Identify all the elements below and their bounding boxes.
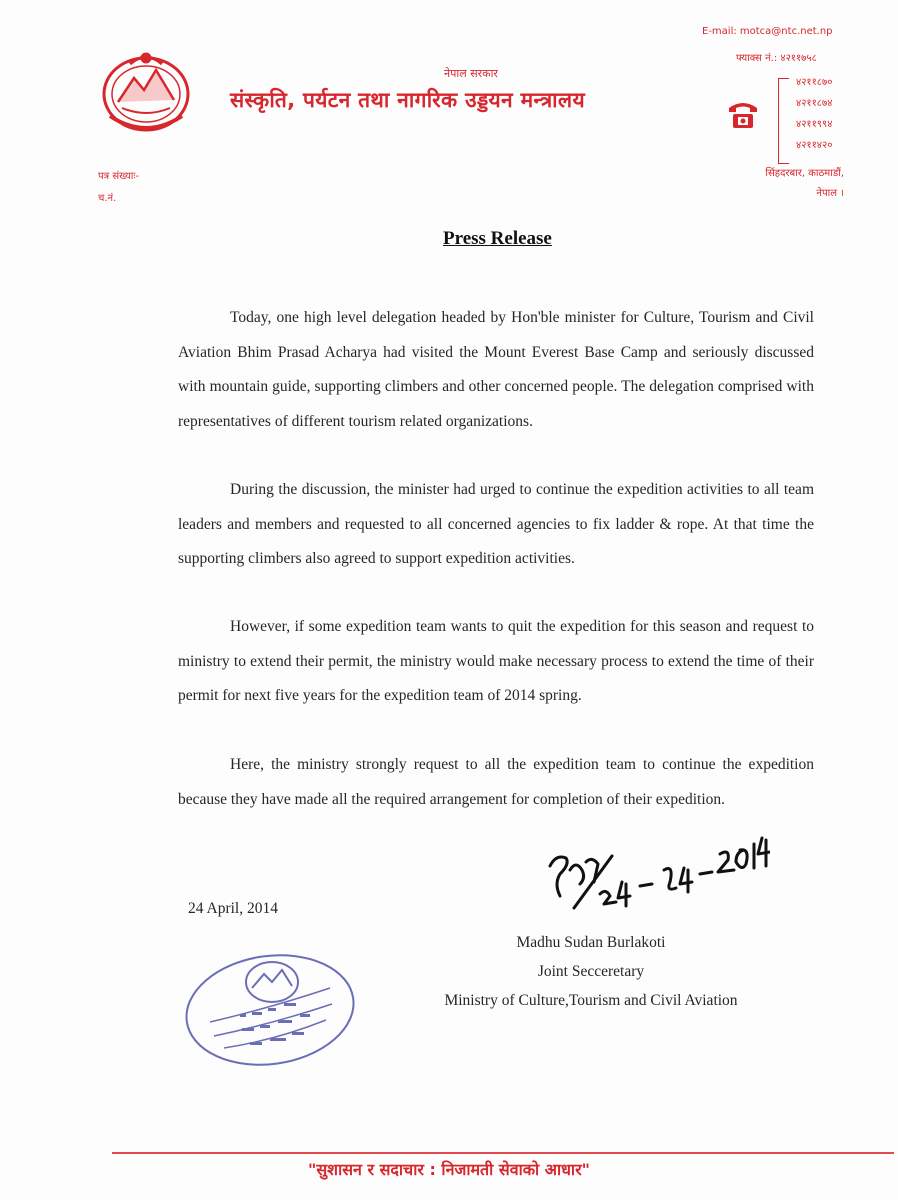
dispatch-number-label: च.नं. [98, 193, 117, 204]
email-address: E-mail: motca@ntc.net.np [702, 26, 833, 37]
body-paragraph: During the discussion, the minister had urged to continue the expedition activities to all team leaders and members and requested to all concerned agencies to fix ladder & rope. At that time the supporting climbers also agreed to support expedition activities. [178, 481, 814, 567]
phone-number: ४२११४२० [796, 140, 833, 151]
body-paragraph: However, if some expedition team wants to quit the expedition for this season and request to ministry to extend their permit, the ministry would make necessary process to extend the time of their permit for next five years for the expedition team of 2014 spring. [178, 618, 814, 704]
signatory-block [396, 928, 786, 1015]
document-heading: Press Release [443, 228, 552, 249]
phone-number: ४२११८७० [796, 77, 833, 88]
signatory-organization: Ministry of Culture,Tourism and Civil Aviation [444, 992, 738, 1009]
signatory-name: Madhu Sudan Burlakoti [516, 934, 666, 951]
nepal-government-emblem-icon [96, 44, 196, 136]
fax-number: फ्याक्स नं.: ४२११७५८ [736, 53, 817, 64]
phone-number: ४२११८७४ [796, 98, 833, 109]
letter-number-label: पत्र संख्याः- [98, 171, 140, 182]
government-label: नेपाल सरकार [444, 67, 498, 80]
footer-divider [112, 1152, 894, 1154]
footer-motto: "सुशासन र सदाचार : निजामती सेवाको आधार" [308, 1160, 590, 1179]
phone-number: ४२११९९४ [796, 119, 833, 130]
body-paragraph: Here, the ministry strongly request to all the expedition team to continue the expedition because they have made all the required arrangement for completion of their expedition. [178, 756, 814, 808]
phone-list [796, 72, 832, 156]
phone-bracket [778, 78, 789, 164]
telephone-icon [726, 98, 760, 132]
address-line: सिंहदरबार, काठमाडौं, [765, 168, 844, 179]
body-paragraph: Today, one high level delegation headed by Hon'ble minister for Culture, Tourism and Civil Aviation Bhim Prasad Acharya had visited the Mount Everest Base Camp and seriously discussed with mountain guide, supporting climbers and other concerned people. The delegation comprised with representatives of different tourism related organizations. [178, 309, 814, 430]
address-block [720, 164, 844, 204]
address-line: नेपाल । [816, 188, 844, 199]
official-stamp [180, 948, 360, 1068]
ministry-title: संस्कृति, पर्यटन तथा नागरिक उड्डयन मन्त्रालय [230, 88, 585, 112]
handwritten-signature [540, 818, 770, 918]
reference-block [98, 166, 139, 210]
release-date: 24 April, 2014 [188, 900, 278, 917]
signatory-title: Joint Secceretary [537, 963, 645, 980]
